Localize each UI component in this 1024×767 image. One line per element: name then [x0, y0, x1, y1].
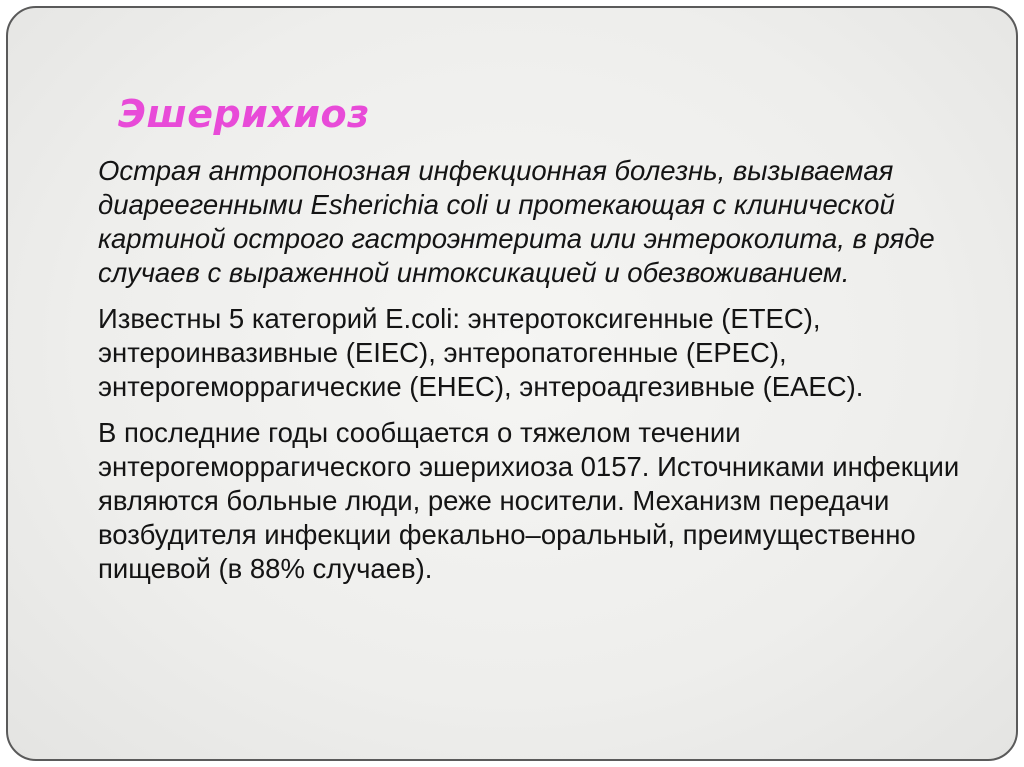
slide-body — [98, 154, 978, 586]
epidemiology-paragraph: В последние годы сообщается о тяжелом течении энтерогеморрагического эшерихиоза 0157. Источниками инфекции являются больные люди, реже носители. Механизм передачи возбудителя инфекции фекально–оральный, преимущественно пищевой (в 88% случаев). — [98, 417, 960, 584]
slide-frame — [6, 6, 1018, 761]
definition-paragraph: Острая антропонозная инфекционная болезнь, вызываемая диареегенными Esherichia coli и протекающая с клинической картиной острого гастроэнтерита или энтероколита, в ряде случаев с выраженной интоксикацией и обезвоживанием. — [98, 155, 935, 288]
slide-title: Эшерихиоз — [118, 92, 370, 136]
categories-paragraph: Известны 5 категорий E.coli: энтеротоксигенные (ETEC), энтероинвазивные (EIEC), энтеропатогенные (EPEC), энтерогеморрагические (EHEC), энтероадгезивные (EAEC). — [98, 303, 864, 402]
